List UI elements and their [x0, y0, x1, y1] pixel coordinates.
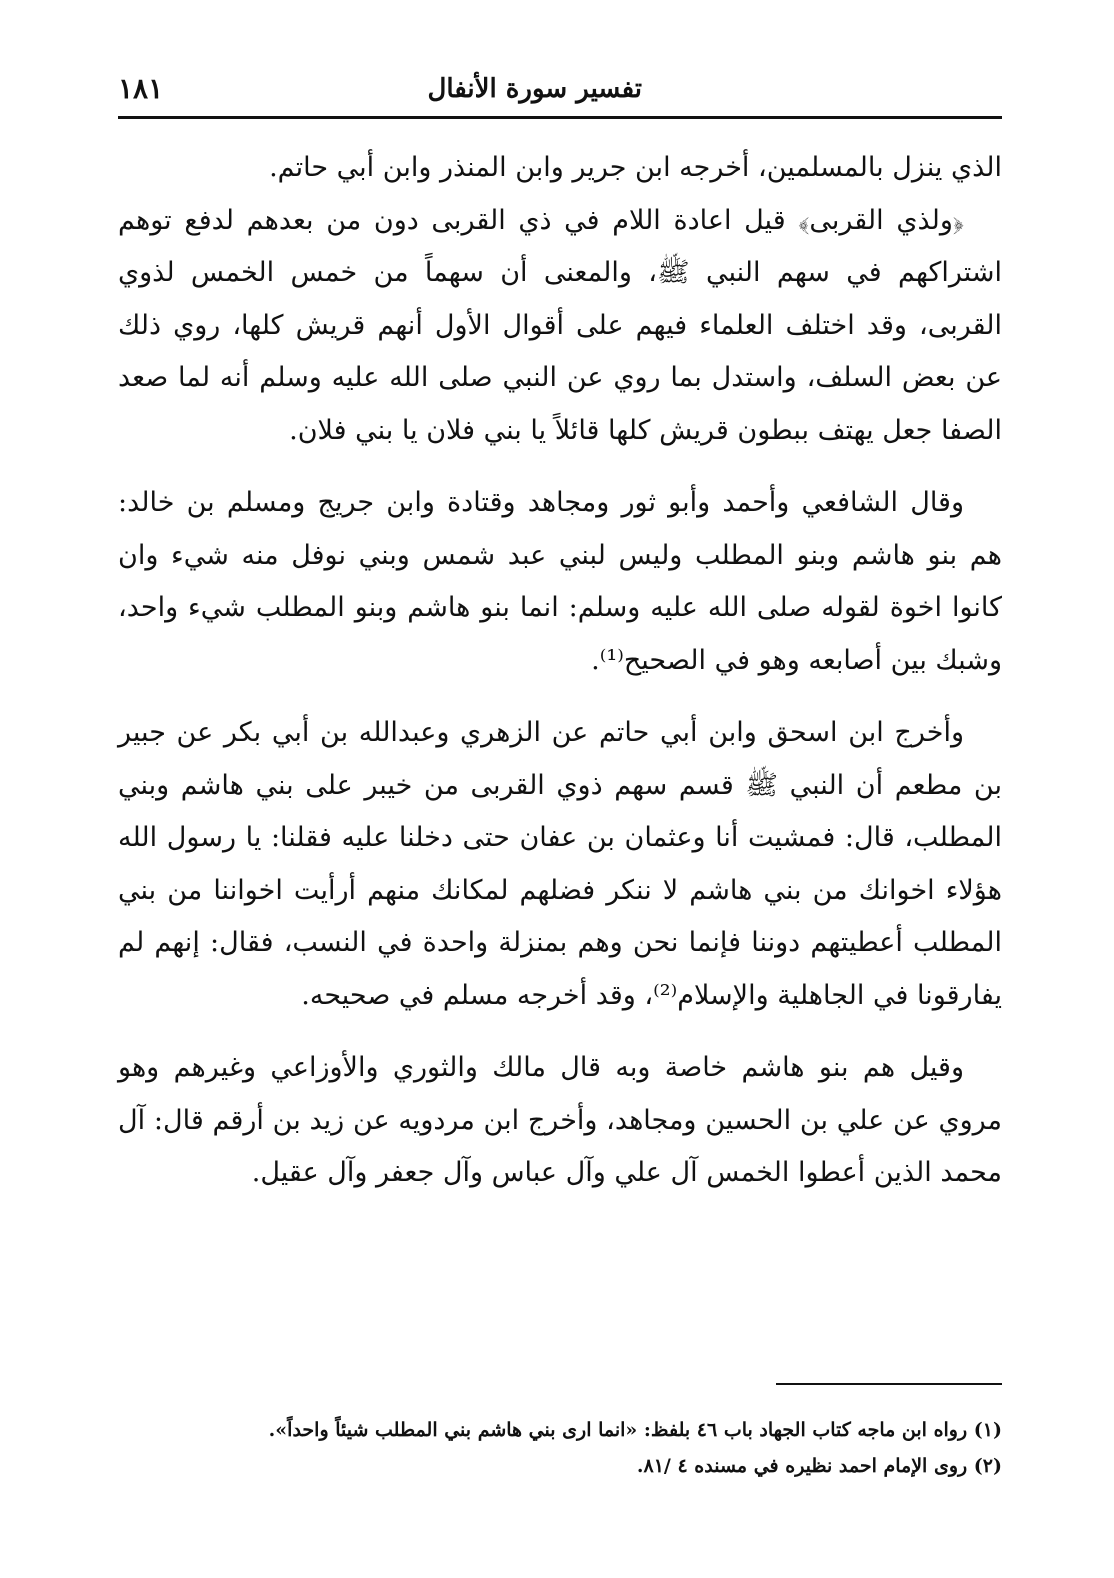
paragraph-3: وقال الشافعي وأحمد وأبو ثور ومجاهد وقتادة وابن جريج ومسلم بن خالد: هم بنو هاشم وبنو المطلب وليس لبني عبد شمس وبني نوفل منه شيء وان كانوا اخوة لقوله صلى الله عليه وسلم: انما بنو هاشم وبنو المطلب شيء واحد، وشبك بين أصابعه وهو في الصحيح⁽¹⁾. — [118, 487, 1002, 676]
footnote-1: (١) رواه ابن ماجه كتاب الجهاد باب ٤٦ بلفظ: «انما ارى بني هاشم بني المطلب شيئاً واحداً». — [268, 1419, 1002, 1441]
paragraph-4: وأخرج ابن اسحق وابن أبي حاتم عن الزهري وعبدالله بن أبي بكر عن جبير بن مطعم أن النبي ﷺ قسم سهم ذوي القربى من خيبر على بني هاشم وبني المطلب، قال: فمشيت أنا وعثمان بن عفان حتى دخلنا عليه فقلنا: يا رسول الله هؤلاء اخوانك من بني هاشم لا ننكر فضلهم لمكانك منهم أرأيت اخواننا من بني المطلب أعطيتهم دوننا فإنما نحن وهم بمنزلة واحدة في النسب، فقال: إنهم لم يفارقونا في الجاهلية والإسلام⁽²⁾، وقد أخرجه مسلم في صحيحه. — [118, 717, 1002, 1011]
footnotes — [118, 1412, 1002, 1484]
footnote-2: (٢) روى الإمام احمد نظيره في مسنده ٤ /٨١. — [636, 1455, 1002, 1477]
page-header — [118, 66, 1000, 118]
paragraph-5: وقيل هم بنو هاشم خاصة وبه قال مالك والثوري والأوزاعي وغيرهم وهو مروي عن علي بن الحسين ومجاهد، وأخرج ابن مردويه عن زيد بن أرقم قال: آل محمد الذين أعطوا الخمس آل علي وآل عباس وآل جعفر وآل عقيل. — [118, 1052, 1002, 1188]
running-title: تفسير سورة الأنفال — [427, 74, 642, 104]
footnote-divider — [776, 1383, 1002, 1385]
main-text — [118, 142, 1002, 1200]
paragraph-2: ﴿ولذي القربى﴾ قيل اعادة اللام في ذي القربى دون من بعدهم لدفع توهم اشتراكهم في سهم النبي ﷺ، والمعنى أن سهماً من خمس الخمس لذوي القربى، وقد اختلف العلماء فيهم على أقوال الأول أنهم قريش كلها، روي ذلك عن بعض السلف، واستدل بما روي عن النبي صلى الله عليه وسلم أنه لما صعد الصفا جعل يهتف ببطون قريش كلها قائلاً يا بني فلان يا بني فلان. — [118, 204, 1002, 446]
page-number: ١٨١ — [118, 72, 164, 105]
header-divider — [118, 116, 1002, 119]
paragraph-1: الذي ينزل بالمسلمين، أخرجه ابن جرير وابن المنذر وابن أبي حاتم. — [269, 152, 1002, 183]
